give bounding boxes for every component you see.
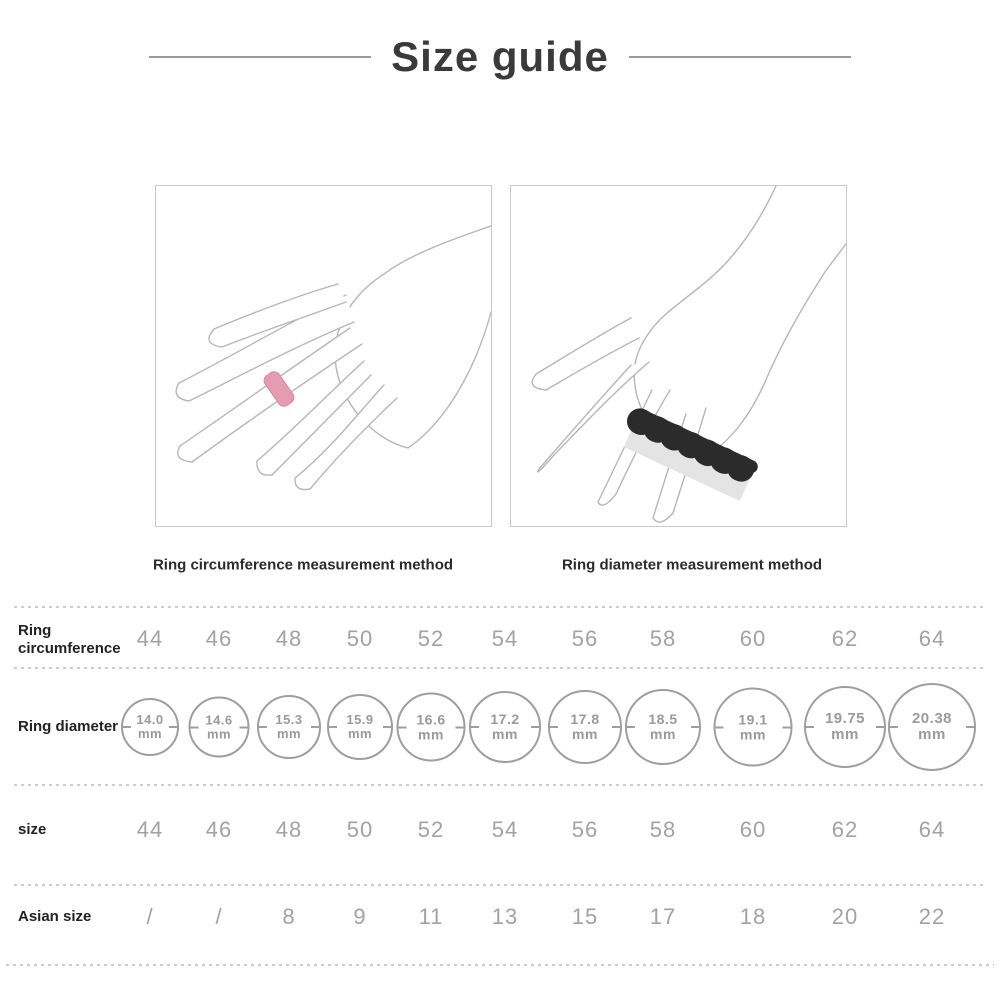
asian-size-value: 9 bbox=[353, 904, 367, 929]
title-left-line bbox=[149, 56, 371, 58]
size-value: 52 bbox=[417, 817, 445, 842]
diameter-circle bbox=[189, 697, 250, 758]
diameter-circle bbox=[257, 695, 321, 759]
divider bbox=[14, 667, 986, 669]
diameter-circle bbox=[625, 689, 701, 765]
divider bbox=[14, 884, 986, 886]
size-value: 58 bbox=[649, 817, 677, 842]
divider bbox=[14, 784, 986, 786]
diameter-circle bbox=[548, 690, 622, 764]
diameter-circle bbox=[469, 691, 541, 763]
diameter-value: 20.38 bbox=[911, 710, 953, 728]
hand-ring-illustration bbox=[156, 186, 491, 526]
diameter-circle bbox=[327, 694, 393, 760]
asian-size-value: 17 bbox=[649, 904, 677, 929]
right-caption: Ring diameter measurement method bbox=[561, 556, 823, 574]
diameter-value: 19.75 bbox=[824, 710, 866, 728]
hand-ruler-illustration bbox=[511, 186, 846, 526]
circumference-value: 48 bbox=[275, 626, 303, 651]
diameter-value: 14.0 bbox=[136, 712, 164, 728]
diameter-unit: mm bbox=[918, 726, 946, 743]
asian-size-row-label: Asian size bbox=[18, 908, 92, 925]
diameter-value: 15.3 bbox=[275, 712, 303, 728]
asian-size-value: 13 bbox=[491, 904, 519, 929]
size-row-label: size bbox=[18, 821, 47, 838]
diameter-value: 17.2 bbox=[490, 711, 520, 728]
circumference-row-label: Ring circumference bbox=[18, 622, 121, 657]
left-caption: Ring circumference measurement method bbox=[152, 556, 454, 574]
diameter-circle bbox=[804, 686, 886, 768]
diameter-value: 17.8 bbox=[570, 711, 600, 728]
circumference-value: 58 bbox=[649, 626, 677, 651]
size-value: 56 bbox=[571, 817, 599, 842]
asian-size-value: 22 bbox=[918, 904, 946, 929]
diameter-circle bbox=[121, 698, 179, 756]
asian-size-value: 8 bbox=[282, 904, 296, 929]
size-value: 50 bbox=[346, 817, 374, 842]
ring-diameter-illustration bbox=[510, 185, 847, 527]
circumference-value: 46 bbox=[205, 626, 233, 651]
diameter-unit: mm bbox=[137, 726, 163, 741]
size-value: 60 bbox=[739, 817, 767, 842]
diameter-value: 19.1 bbox=[738, 711, 768, 728]
diameter-circle bbox=[714, 688, 793, 767]
asian-size-value: 15 bbox=[571, 904, 599, 929]
circumference-value: 52 bbox=[417, 626, 445, 651]
circumference-value: 54 bbox=[491, 626, 519, 651]
asian-size-value: / bbox=[215, 904, 223, 929]
divider bbox=[14, 606, 986, 608]
circumference-value: 62 bbox=[831, 626, 859, 651]
circumference-value: 64 bbox=[918, 626, 946, 651]
diameter-unit: mm bbox=[206, 726, 232, 741]
diameter-unit: mm bbox=[831, 726, 859, 743]
circumference-value: 56 bbox=[571, 626, 599, 651]
size-value: 46 bbox=[205, 817, 233, 842]
asian-size-value: / bbox=[146, 904, 154, 929]
size-value: 44 bbox=[136, 817, 164, 842]
asian-size-value: 20 bbox=[831, 904, 859, 929]
divider bbox=[6, 964, 994, 966]
diameter-value: 18.5 bbox=[648, 711, 678, 728]
circumference-value: 50 bbox=[346, 626, 374, 651]
size-value: 62 bbox=[831, 817, 859, 842]
title-right-line bbox=[629, 56, 851, 58]
diameter-unit: mm bbox=[347, 726, 373, 741]
diameter-unit: mm bbox=[492, 726, 518, 742]
diameter-unit: mm bbox=[740, 726, 766, 742]
header bbox=[0, 32, 1000, 82]
size-value: 48 bbox=[275, 817, 303, 842]
size-value: 54 bbox=[491, 817, 519, 842]
diameter-value: 14.6 bbox=[205, 712, 233, 728]
circumference-value: 60 bbox=[739, 626, 767, 651]
asian-size-value: 18 bbox=[739, 904, 767, 929]
ring-circumference-illustration bbox=[155, 185, 492, 527]
diameter-value: 16.6 bbox=[416, 711, 446, 728]
diameter-row-label: Ring diameter bbox=[18, 718, 119, 735]
asian-size-value: 11 bbox=[418, 904, 444, 929]
page-title: Size guide bbox=[391, 33, 609, 80]
diameter-circle bbox=[888, 683, 976, 771]
diameter-unit: mm bbox=[276, 726, 302, 741]
circumference-value: 44 bbox=[136, 626, 164, 651]
diameter-unit: mm bbox=[418, 726, 444, 742]
diameter-circle bbox=[397, 693, 466, 762]
diameter-unit: mm bbox=[650, 726, 676, 742]
size-value: 64 bbox=[918, 817, 946, 842]
diameter-value: 15.9 bbox=[346, 712, 374, 728]
diameter-unit: mm bbox=[572, 726, 598, 742]
